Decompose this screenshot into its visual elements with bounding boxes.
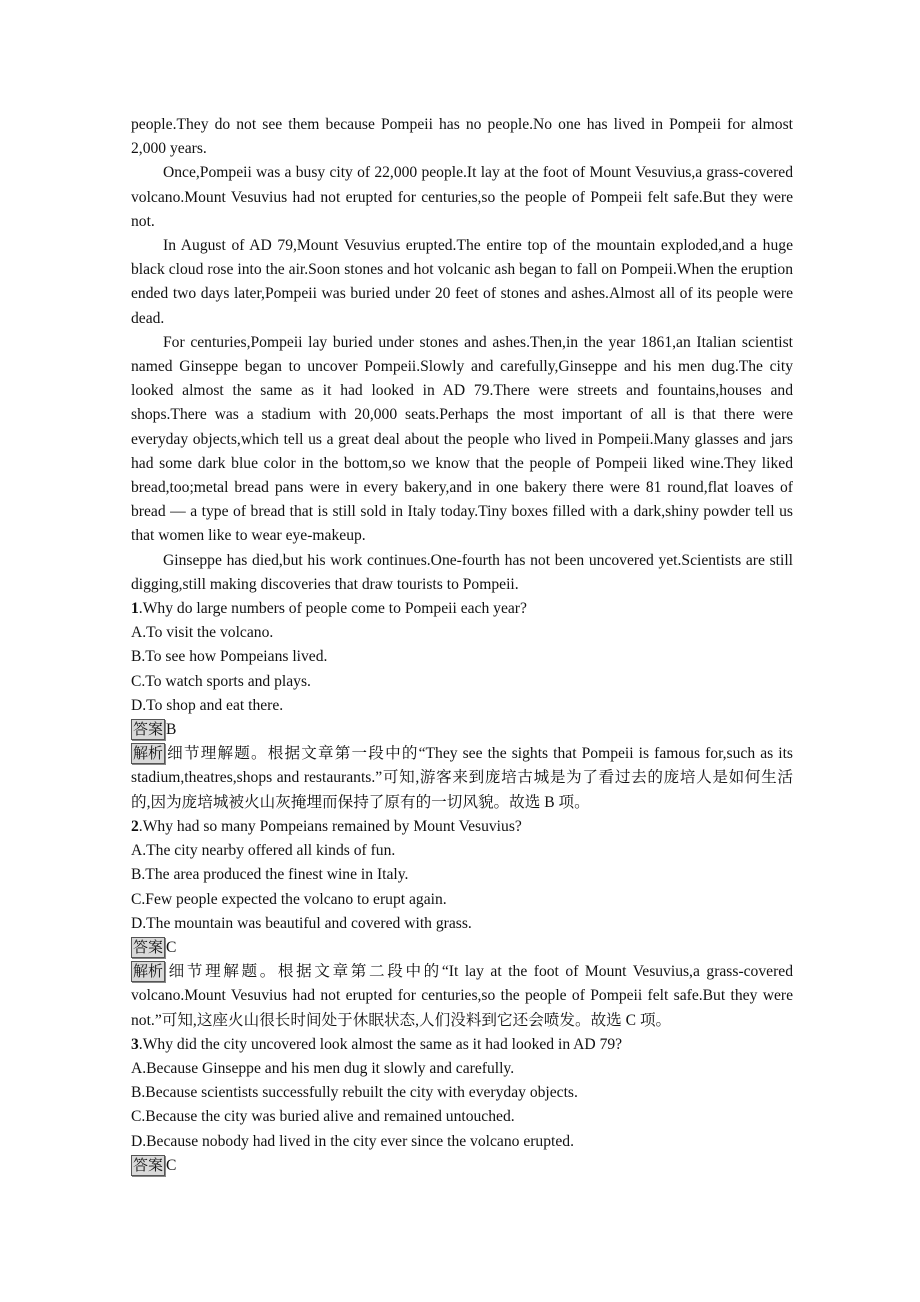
question-2 xyxy=(131,815,793,1033)
answer-line xyxy=(131,936,793,960)
document-page xyxy=(131,113,793,1178)
analysis-label: 解析 xyxy=(133,962,164,981)
passage-paragraph: Once,Pompeii was a busy city of 22,000 people.It lay at the foot of Mount Vesuvius,a grass-covered volcano.Mount Vesuvius had not erupted for centuries,so the people of Pompeii felt safe.But they were not. xyxy=(131,164,793,230)
analysis-text: 细节理解题。根据文章第二段中的“It lay at the foot of Mount Vesuvius,a grass-covered volcano.Mount Vesuvius had not erupted for centuries,so the people of Pompeii felt safe.But they were not.”可知,这座火山很长时间处于休眠状态,人们没料到它还会喷发。故选 C 项。 xyxy=(131,963,793,1029)
option-a: A.Because Ginseppe and his men dug it slowly and carefully. xyxy=(131,1059,515,1077)
question-1 xyxy=(131,597,793,815)
analysis-line xyxy=(131,960,793,1033)
question-3 xyxy=(131,1033,793,1178)
option-c: C.Few people expected the volcano to erupt again. xyxy=(131,890,447,908)
option-a: A.The city nearby offered all kinds of fun. xyxy=(131,842,396,860)
question-text: .Why did the city uncovered look almost the same as it had looked in AD 79? xyxy=(138,1035,623,1053)
option-b: B.To see how Pompeians lived. xyxy=(131,648,328,666)
option-c: C.To watch sports and plays. xyxy=(131,672,311,690)
option-c: C.Because the city was buried alive and remained untouched. xyxy=(131,1108,515,1126)
passage-paragraph: In August of AD 79,Mount Vesuvius erupted.The entire top of the mountain exploded,and a huge black cloud rose into the air.Soon stones and hot volcanic ash began to fall on Pompeii.When the eruption ended two days later,Pompeii was buried under 20 feet of stones and ashes.Almost all of its people were dead. xyxy=(131,237,793,327)
passage-paragraph: Ginseppe has died,but his work continues.One-fourth has not been uncovered yet.Scientists are still digging,still making discoveries that draw tourists to Pompeii. xyxy=(131,551,793,593)
question-stem xyxy=(131,815,793,839)
question-stem xyxy=(131,597,793,621)
question-text: .Why do large numbers of people come to Pompeii each year? xyxy=(138,600,527,618)
option-d: D.The mountain was beautiful and covered with grass. xyxy=(131,914,472,932)
answer-value: B xyxy=(166,721,177,739)
answer-label: 答案 xyxy=(133,937,164,956)
analysis-line xyxy=(131,742,793,815)
option-b: B.The area produced the finest wine in Italy. xyxy=(131,866,409,884)
answer-line xyxy=(131,718,793,742)
analysis-label: 解析 xyxy=(133,744,164,763)
question-number: 1 xyxy=(131,600,139,618)
question-number: 2 xyxy=(131,817,139,835)
passage-paragraph: people.They do not see them because Pompeii has no people.No one has lived in Pompeii for almost 2,000 years. xyxy=(131,116,793,158)
question-text: .Why had so many Pompeians remained by Mount Vesuvius? xyxy=(138,817,522,835)
answer-value: C xyxy=(166,1156,177,1174)
option-a: A.To visit the volcano. xyxy=(131,624,274,642)
option-d: D.To shop and eat there. xyxy=(131,696,284,714)
option-b: B.Because scientists successfully rebuilt the city with everyday objects. xyxy=(131,1084,578,1102)
analysis-text: 细节理解题。根据文章第一段中的“They see the sights that Pompeii is famous for,such as its stadium,theatres,shops and restaurants.”可知,游客来到庞培古城是为了看过去的庞培人是如何生活的,因为庞培城被火山灰掩埋而保持了原有的一切风貌。故选 B 项。 xyxy=(131,745,793,811)
question-number: 3 xyxy=(131,1035,139,1053)
answer-value: C xyxy=(166,938,177,956)
answer-line xyxy=(131,1154,793,1178)
answer-label: 答案 xyxy=(133,1155,164,1174)
answer-label: 答案 xyxy=(133,720,164,739)
option-d: D.Because nobody had lived in the city ever since the volcano erupted. xyxy=(131,1132,574,1150)
passage-paragraph: For centuries,Pompeii lay buried under stones and ashes.Then,in the year 1861,an Italian scientist named Ginseppe began to uncover Pompeii.Slowly and carefully,Ginseppe and his men dug.The city looked almost the same as it had looked in AD 79.There were streets and fountains,houses and shops.There was a stadium with 20,000 seats.Perhaps the most important of all is that there were everyday objects,which tell us a great deal about the people who lived in Pompeii.Many glasses and jars had some dark blue color in the bottom,so we know that the people of Pompeii liked wine.They liked bread,too;metal bread pans were in every bakery,and in one bakery there were 81 round,flat loaves of bread — a type of bread that is still sold in Italy today.Tiny boxes filled with a dark,shiny powder tell us that women like to wear eye-makeup. xyxy=(131,333,793,545)
question-stem xyxy=(131,1033,793,1057)
